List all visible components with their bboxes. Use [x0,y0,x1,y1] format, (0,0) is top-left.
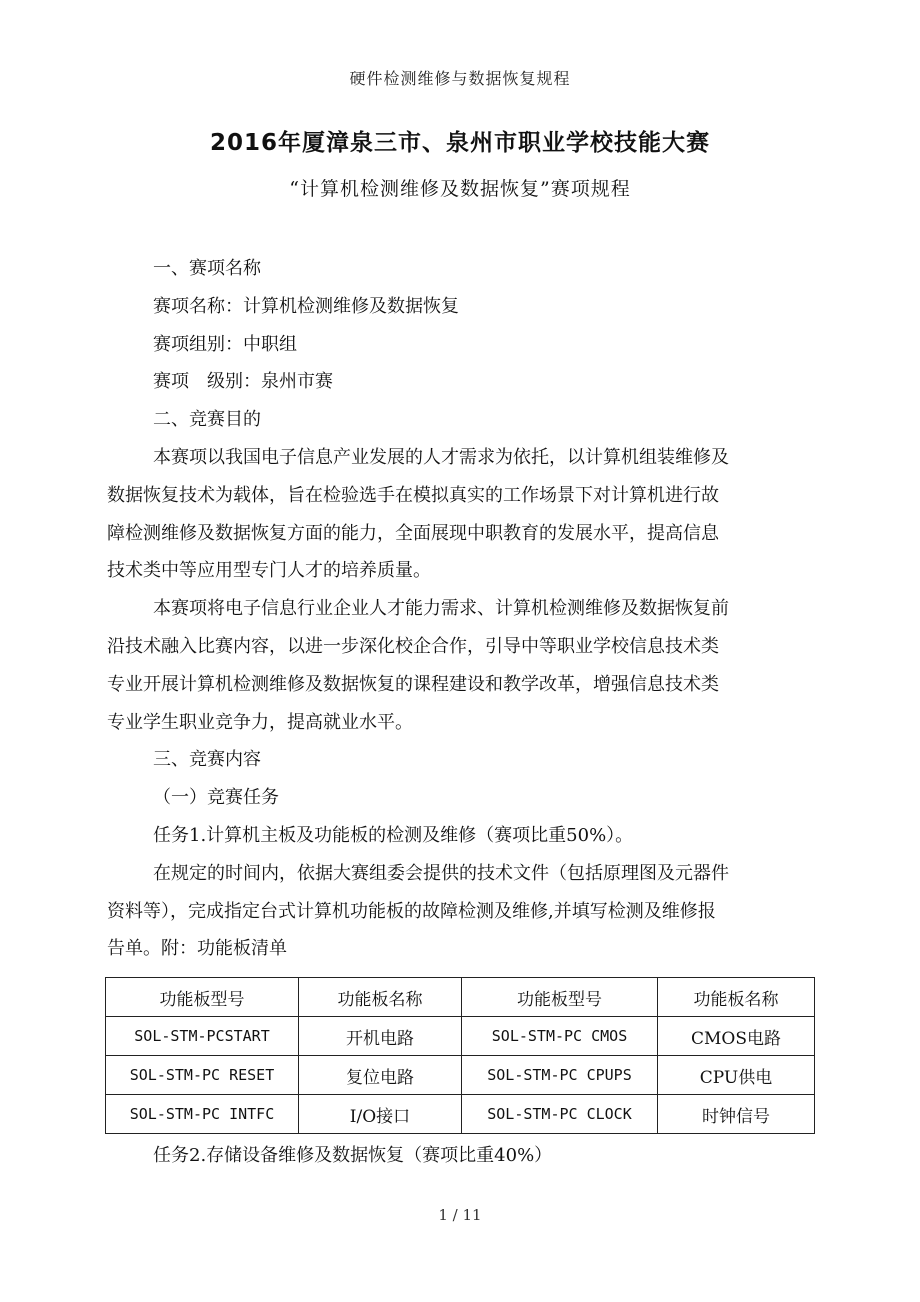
function-board-table [105,977,815,1134]
running-header: 硬件检测维修与数据恢复规程 [349,69,571,88]
table-cell: I/O接口 [299,1095,462,1134]
table-cell: 复位电路 [299,1056,462,1095]
paragraph-line: 数据恢复技术为载体，旨在检验选手在模拟真实的工作场景下对计算机进行故 [107,484,719,506]
table-header-cell: 功能板名称 [658,978,815,1017]
section-heading: 二、竞赛目的 [153,409,261,431]
paragraph-line: 沿技术融入比赛内容，以进一步深化校企合作，引导中等职业学校信息技术类 [107,635,719,657]
paragraph-line: 资料等），完成指定台式计算机功能板的故障检测及维修,并填写检测及维修报 [107,900,716,922]
subsection-heading: （一）竞赛任务 [153,787,279,809]
paragraph-line: 本赛项以我国电子信息产业发展的人才需求为依托，以计算机组装维修及 [153,446,729,468]
table-header-row [106,978,815,1017]
table-header-cell: 功能板型号 [462,978,658,1017]
document-title: 2016年厦漳泉三市、泉州市职业学校技能大赛 [209,130,710,156]
paragraph-line: 障检测维修及数据恢复方面的能力，全面展现中职教育的发展水平，提高信息 [107,522,719,544]
table-row [106,1056,815,1095]
paragraph-line: 专业开展计算机检测维修及数据恢复的课程建设和教学改革，增强信息技术类 [107,673,719,695]
event-group-line: 赛项组别：中职组 [153,333,297,355]
page-number: 1 / 11 [438,1206,482,1224]
table-cell: SOL-STM-PC CPUPS [462,1056,658,1095]
event-level-line: 赛项 级别：泉州市赛 [153,371,333,393]
paragraph-line: 专业学生职业竞争力，提高就业水平。 [107,711,413,733]
table-header-cell: 功能板型号 [106,978,299,1017]
table-cell: SOL-STM-PC CLOCK [462,1095,658,1134]
table-cell: SOL-STM-PCSTART [106,1017,299,1056]
table-cell: CPU供电 [658,1056,815,1095]
task-1-line: 任务1.计算机主板及功能板的检测及维修（赛项比重50%）。 [153,824,634,846]
paragraph-line: 本赛项将电子信息行业企业人才能力需求、计算机检测维修及数据恢复前 [153,598,729,620]
table-row [106,1017,815,1056]
body-text [107,250,810,968]
paragraph-line: 告单。附：功能板清单 [107,938,287,960]
paragraph-line: 技术类中等应用型专门人才的培养质量。 [107,560,431,582]
table-header-cell: 功能板名称 [299,978,462,1017]
table-cell: SOL-STM-PC CMOS [462,1017,658,1056]
table-cell: CMOS电路 [658,1017,815,1056]
event-name-line: 赛项名称：计算机检测维修及数据恢复 [153,295,459,317]
paragraph-line: 在规定的时间内，依据大赛组委会提供的技术文件（包括原理图及元器件 [153,862,729,884]
section-heading: 三、竞赛内容 [153,749,261,771]
table-cell: 开机电路 [299,1017,462,1056]
table-row [106,1095,815,1134]
document-subtitle: “计算机检测维修及数据恢复”赛项规程 [289,178,631,200]
table-cell: SOL-STM-PC RESET [106,1056,299,1095]
section-heading: 一、赛项名称 [153,258,261,279]
table-cell: 时钟信号 [658,1095,815,1134]
task-2-line: 任务2.存储设备维修及数据恢复（赛项比重40%） [153,1145,553,1166]
table-cell: SOL-STM-PC INTFC [106,1095,299,1134]
